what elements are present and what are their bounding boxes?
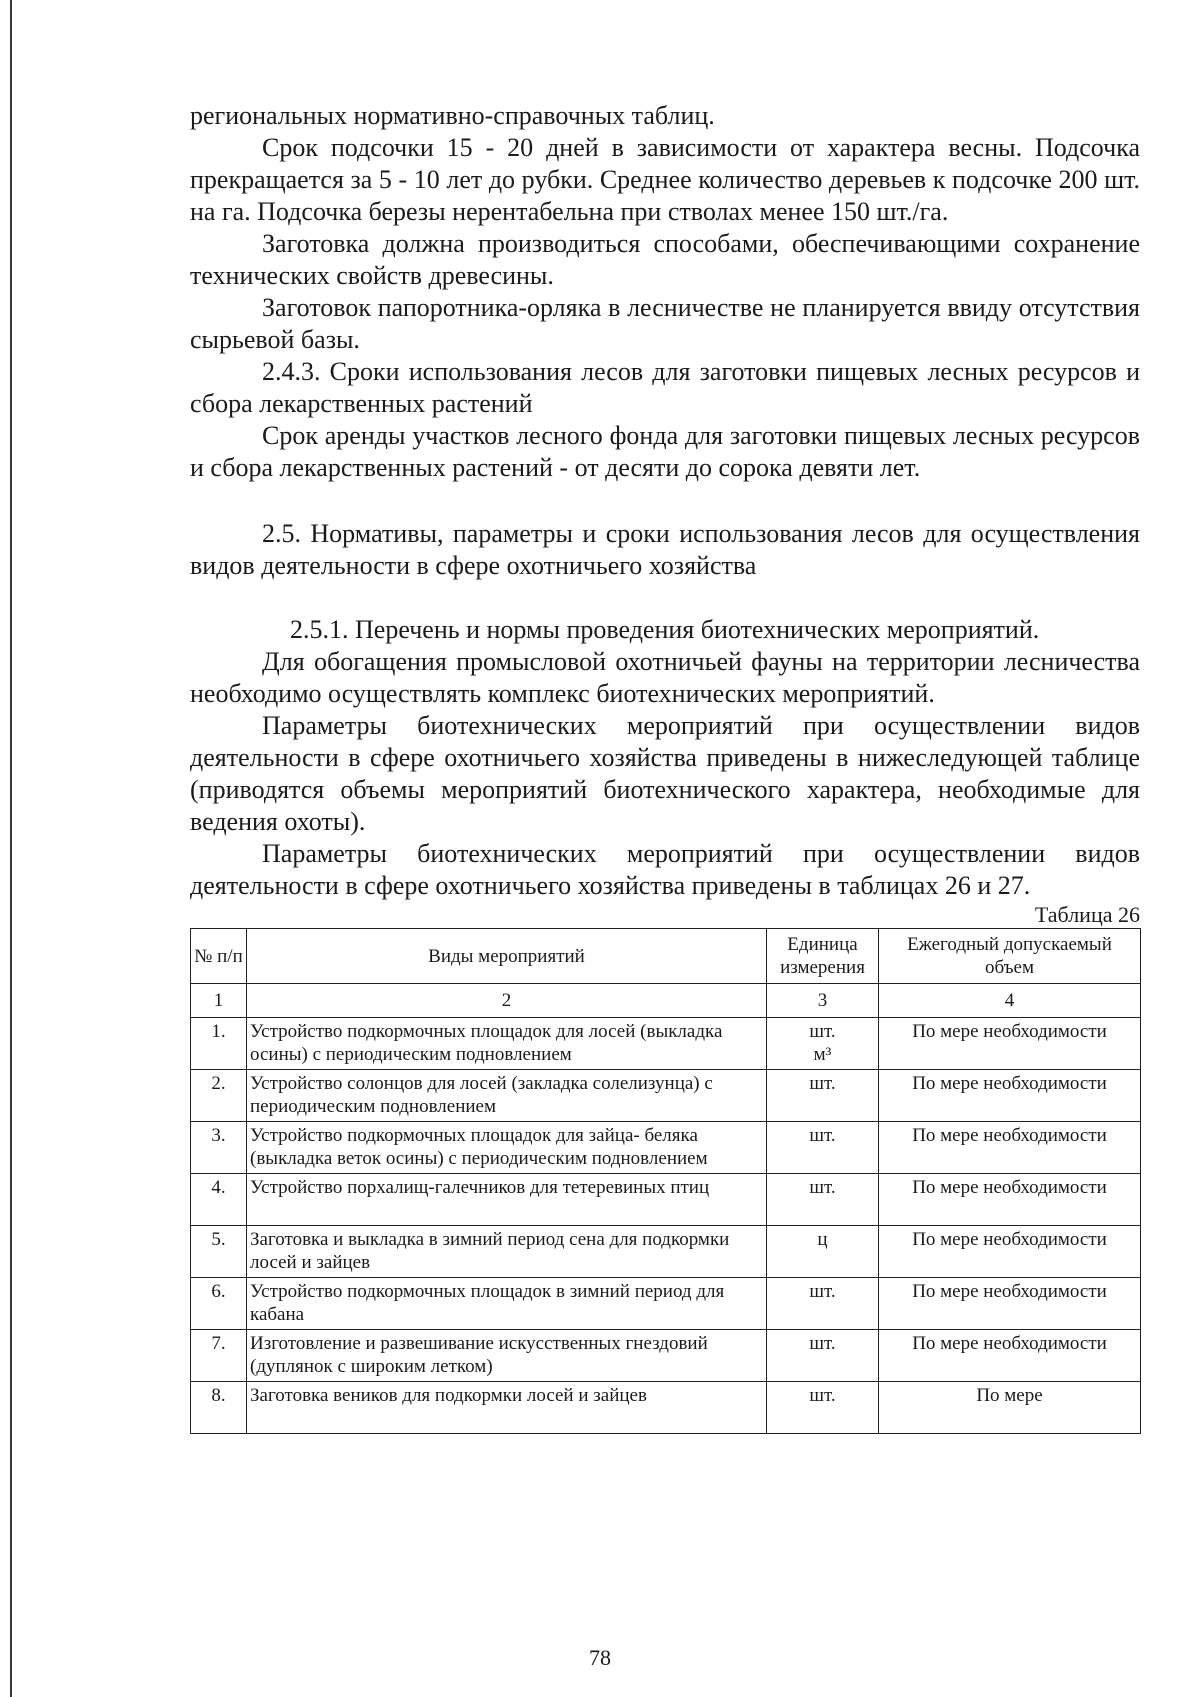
header-num: № п/п bbox=[191, 929, 247, 984]
cell-num: 3. bbox=[191, 1122, 247, 1174]
table-row bbox=[191, 1330, 1141, 1382]
column-number: 2 bbox=[247, 984, 767, 1018]
cell-unit bbox=[767, 1330, 879, 1382]
paragraph-parameters-1: Параметры биотехнических мероприятий при осуществлении видов деятельности в сфере охотничьего хозяйства приведены в нижеследующей таблице (приводятся объемы мероприятий биотехнического характера, необходимые для ведения охоты). bbox=[190, 711, 1140, 836]
paragraph-harvesting-method: Заготовка должна производиться способами, обеспечивающими сохранение технических свойств древесины. bbox=[190, 229, 1140, 290]
cell-unit bbox=[767, 1278, 879, 1330]
cell-num: 6. bbox=[191, 1278, 247, 1330]
unit-label: шт. bbox=[809, 1177, 836, 1198]
cell-volume: По мере bbox=[879, 1382, 1141, 1434]
document-body bbox=[190, 100, 1140, 1434]
section-heading-2-5: 2.5. Нормативы, параметры и сроки использования лесов для осуществления видов деятельности в сфере охотничьего хозяйства bbox=[190, 519, 1140, 580]
unit-label: шт. bbox=[809, 1073, 836, 1094]
cell-unit bbox=[767, 1226, 879, 1278]
cell-measure-name: Изготовление и развешивание искусственных гнездовий (дуплянок с широким летком) bbox=[247, 1330, 767, 1382]
unit-label: ц bbox=[817, 1229, 828, 1250]
header-name: Виды мероприятий bbox=[247, 929, 767, 984]
paragraph-continuation: региональных нормативно-справочных таблиц. bbox=[190, 101, 715, 130]
cell-volume: По мере необходимости bbox=[879, 1018, 1141, 1070]
paragraph-tapping-period: Срок подсочки 15 - 20 дней в зависимости от характера весны. Подсочка прекращается за 5 - 10 лет до рубки. Среднее количество деревьев к подсочке 200 шт. на га. Подсочка березы нерентабельна при стволах менее 150 шт./га. bbox=[190, 133, 1140, 226]
header-volume: Ежегодный допускаемый объем bbox=[879, 929, 1141, 984]
unit-label-secondary: м³ bbox=[813, 1044, 832, 1065]
cell-num: 7. bbox=[191, 1330, 247, 1382]
table-row bbox=[191, 1382, 1141, 1434]
cell-num: 8. bbox=[191, 1382, 247, 1434]
cell-volume: По мере необходимости bbox=[879, 1226, 1141, 1278]
scan-edge-line bbox=[10, 0, 12, 1697]
column-number: 1 bbox=[191, 984, 247, 1018]
cell-num: 5. bbox=[191, 1226, 247, 1278]
page-number: 78 bbox=[589, 1645, 611, 1670]
cell-volume: По мере необходимости bbox=[879, 1278, 1141, 1330]
column-number: 3 bbox=[767, 984, 879, 1018]
table-header-row bbox=[191, 929, 1141, 984]
unit-label: шт. bbox=[809, 1281, 836, 1302]
paragraph-lease-term: Срок аренды участков лесного фонда для заготовки пищевых лесных ресурсов и сбора лекарственных растений - от десяти до сорока девяти лет. bbox=[190, 421, 1140, 482]
cell-measure-name: Устройство подкормочных площадок в зимний период для кабана bbox=[247, 1278, 767, 1330]
cell-unit bbox=[767, 1122, 879, 1174]
paragraph-bracken: Заготовок папоротника-орляка в лесничестве не планируется ввиду отсутствия сырьевой базы. bbox=[190, 293, 1140, 354]
cell-num: 4. bbox=[191, 1174, 247, 1226]
table-row bbox=[191, 1018, 1141, 1070]
biotech-measures-table bbox=[190, 928, 1141, 1434]
cell-num: 1. bbox=[191, 1018, 247, 1070]
unit-label: шт. bbox=[809, 1333, 836, 1354]
header-unit: Единица измерения bbox=[767, 929, 879, 984]
table-row bbox=[191, 1122, 1141, 1174]
column-number: 4 bbox=[879, 984, 1141, 1018]
unit-label: шт. bbox=[809, 1385, 836, 1406]
paragraph-parameters-2: Параметры биотехнических мероприятий при осуществлении видов деятельности в сфере охотничьего хозяйства приведены в таблицах 26 и 27. bbox=[190, 839, 1140, 900]
cell-volume: По мере необходимости bbox=[879, 1330, 1141, 1382]
cell-unit bbox=[767, 1018, 879, 1070]
cell-measure-name: Заготовка веников для подкормки лосей и зайцев bbox=[247, 1382, 767, 1434]
table-body bbox=[191, 1018, 1141, 1434]
column-number-row bbox=[191, 984, 1141, 1018]
cell-measure-name: Устройство подкормочных площадок для зайца- беляка (выкладка веток осины) с периодическим подновлением bbox=[247, 1122, 767, 1174]
cell-volume: По мере необходимости bbox=[879, 1070, 1141, 1122]
cell-unit bbox=[767, 1070, 879, 1122]
cell-measure-name: Устройство солонцов для лосей (закладка солелизунца) с периодическим подновлением bbox=[247, 1070, 767, 1122]
section-heading-2-4-3: 2.4.3. Сроки использования лесов для заготовки пищевых лесных ресурсов и сбора лекарственных растений bbox=[190, 357, 1140, 418]
cell-measure-name: Устройство порхалищ-галечников для тетеревиных птиц bbox=[247, 1174, 767, 1226]
cell-measure-name: Устройство подкормочных площадок для лосей (выкладка осины) с периодическим подновлением bbox=[247, 1018, 767, 1070]
cell-measure-name: Заготовка и выкладка в зимний период сена для подкормки лосей и зайцев bbox=[247, 1226, 767, 1278]
section-heading-2-5-1: 2.5.1. Перечень и нормы проведения биотехнических мероприятий. bbox=[290, 615, 1040, 644]
table-row bbox=[191, 1226, 1141, 1278]
cell-volume: По мере необходимости bbox=[879, 1174, 1141, 1226]
cell-unit bbox=[767, 1174, 879, 1226]
cell-volume: По мере необходимости bbox=[879, 1122, 1141, 1174]
cell-unit bbox=[767, 1382, 879, 1434]
paragraph-fauna-enrichment: Для обогащения промысловой охотничьей фауны на территории лесничества необходимо осуществлять комплекс биотехнических мероприятий. bbox=[190, 647, 1140, 708]
cell-num: 2. bbox=[191, 1070, 247, 1122]
table-row bbox=[191, 1278, 1141, 1330]
table-caption: Таблица 26 bbox=[1034, 902, 1140, 927]
table-row bbox=[191, 1174, 1141, 1226]
unit-label: шт. bbox=[809, 1125, 836, 1146]
unit-label: шт. bbox=[809, 1021, 836, 1042]
table-row bbox=[191, 1070, 1141, 1122]
